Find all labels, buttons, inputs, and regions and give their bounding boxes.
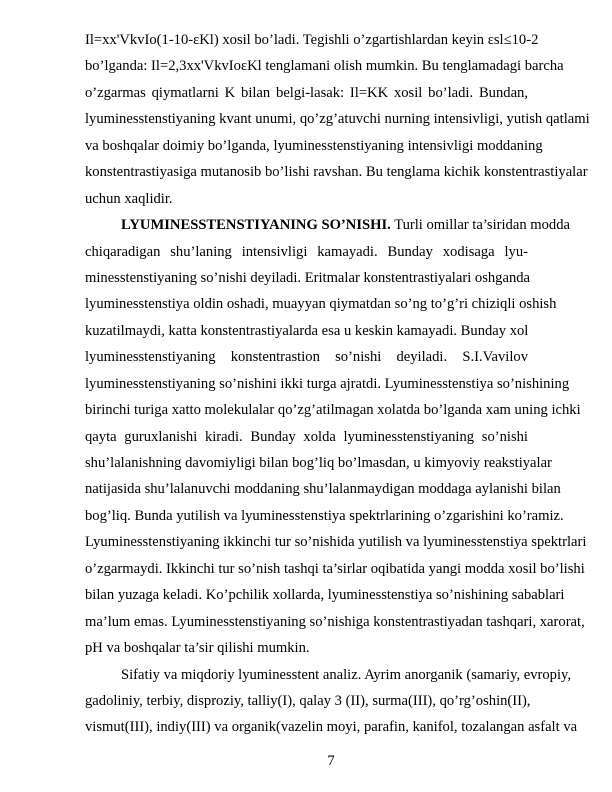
text-line: qayta guruxlanishi kiradi. Bunday xolda lyuminesstenstiyaning so’nishi xyxy=(85,428,528,445)
paragraph xyxy=(85,212,587,661)
section-heading: LYUMINESSTENSTIYANING SO’NISHI. xyxy=(121,217,391,234)
text-line: bog’liq. Bunda yutilish va lyuminesstenstiya spektrlarining o’zgarishini ko’ramiz. xyxy=(85,507,564,524)
text-line: Sifatiy va miqdoriy lyuminesstent analiz. Ayrim anorganik (samariy, evropiy, xyxy=(121,666,572,683)
text-line: konstentrastiyasiga mutanosib bo’lishi ravshan. Bu tenglama kichik konstentrastiyalar xyxy=(85,164,588,181)
text-line: o’zgarmaydi. Ikkinchi tur so’nish tashqi ta’sirlar oqibatida yangi modda xosil bo’lishi xyxy=(85,560,585,577)
text-line: lyuminesstenstiyaning so’nishini ikki turga ajratdi. Lyuminesstenstiya so’nishining xyxy=(85,375,570,392)
text-line: o’zgarmas qiymatlarni K bilan belgi-lasak: Il=KK xosil bo’ladi. Bundan, xyxy=(85,84,528,101)
text-line: Lyuminesstenstiyaning ikkinchi tur so’nishida yutilish va lyuminesstenstiya spektrlari xyxy=(85,534,587,551)
text-line: bilan yuzaga keladi. Ko’pchilik xollarda, lyuminesstenstiya so’nishining sabablari xyxy=(85,587,565,604)
text-line: lyuminesstenstiyaning kvant unumi, qo’zg’atuvchi nurning intensivligi, yutish qatlami xyxy=(85,111,590,128)
text-line: minesstenstiyaning so’nishi deyiladi. Eritmalar konstentrastiyalari oshganda xyxy=(85,269,531,286)
text-line: va boshqalar doimiy bo’lganda, lyuminesstenstiyaning intensivligi moddaning xyxy=(85,137,543,154)
paragraph xyxy=(85,27,590,212)
text-line: lyuminesstenstiyaning konstentrastion so’nishi deyiladi. S.I.Vavilov xyxy=(85,349,528,366)
text-line: shu’lalanishning davomiyligi bilan bog’liq bo’lmasdan, u kimyoviy reakstiyalar xyxy=(85,455,552,471)
text-line: lyuminesstenstiya oldin oshadi, muayyan qiymatdan so’ng to’g’ri chiziqli oshish xyxy=(85,296,557,313)
text-line: ma’lum emas. Lyuminesstenstiyaning so’nishiga konstentrastiyadan tashqari, xarorat, xyxy=(85,613,585,630)
text-line: uchun xaqlidir. xyxy=(85,190,173,207)
text-line: natijasida shu’lalanuvchi moddaning shu’lalanmaydigan moddaga aylanishi bilan xyxy=(85,481,561,498)
text-line: vismut(III), indiy(III) va organik(vazelin moyi, parafin, kanifol, tozalangan asfalt va xyxy=(85,719,578,736)
text-line: bo’lganda: Il=2,3xx'VkvIoεKl tenglamani olish mumkin. Bu tenglamadagi barcha xyxy=(85,58,564,75)
line-text: Turli omillar ta’siridan modda xyxy=(390,217,570,234)
text-line: kuzatilmaydi, katta konstentrastiyalarda esa u keskin kamayadi. Bunday xol xyxy=(85,322,529,339)
page-number: 7 xyxy=(327,753,335,769)
document-body xyxy=(85,27,590,741)
text-line: pH va boshqalar ta’sir qilishi mumkin. xyxy=(85,640,310,657)
text-line: gadoliniy, terbiy, disproziy, talliy(I), qalay 3 (II), surma(III), qo’rg’oshin(II), xyxy=(85,692,531,709)
text-line xyxy=(85,212,570,238)
text-line: Il=xx'VkvIo(1-10-εKl) xosil bo’ladi. Tegishli o’zgartishlardan keyin εsl≤10-2 xyxy=(85,32,539,48)
paragraph xyxy=(85,662,578,741)
text-line: birinchi turiga xatto molekulalar qo’zg’atilmagan xolatda bo’lganda xam uning ichki xyxy=(85,402,581,419)
text-line: chiqaradigan shu’laning intensivligi kamayadi. Bunday xodisaga lyu- xyxy=(85,243,528,260)
